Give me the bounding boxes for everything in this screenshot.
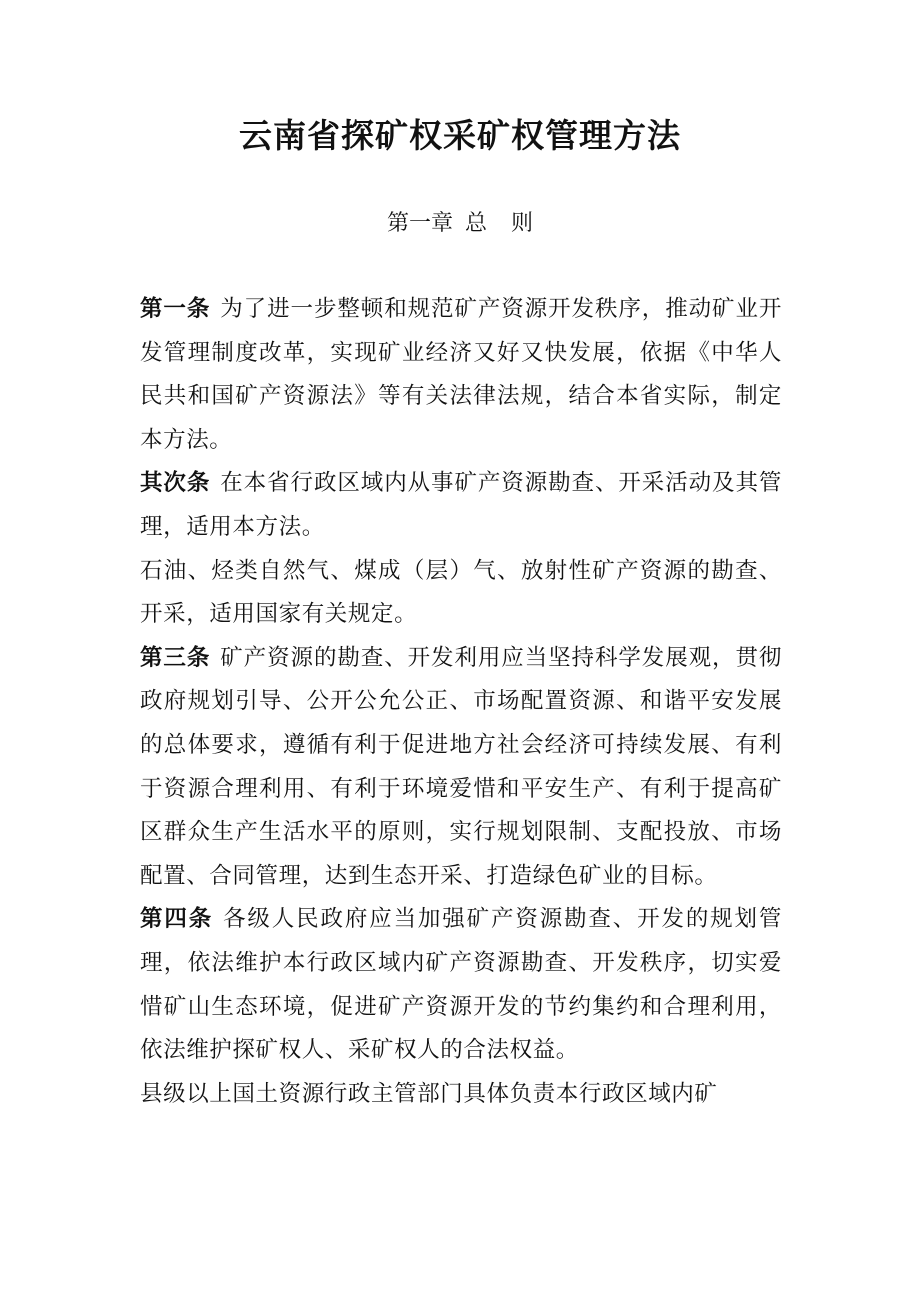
article-2 (140, 462, 782, 549)
article-text: 在本省行政区域内从事矿产资源勘查、开采活动及其管理，适用本方法。 (140, 470, 782, 540)
article-4-paragraph-2: 县级以上国土资源行政主管部门具体负责本行政区域内矿 (140, 1080, 718, 1107)
document-body (140, 288, 782, 1116)
chapter-name-part2: 则 (511, 211, 534, 236)
article-number: 第四条 (140, 906, 214, 933)
article-text: 各级人民政府应当加强矿产资源勘查、开发的规划管理，依法维护本行政区域内矿产资源勘查、开发秩序，切实爱惜矿山生态环境，促进矿产资源开发的节约集约和合理利用，依法维护探矿权人、采矿权人的合法权益。 (140, 906, 782, 1064)
chapter-heading (0, 206, 920, 237)
chapter-name-part1: 总 (464, 211, 487, 236)
document-title: 云南省探矿权采矿权管理方法 (239, 116, 681, 155)
article-number: 第三条 (140, 644, 211, 671)
article-3 (140, 637, 782, 899)
article-number: 其次条 (140, 470, 211, 497)
article-2-paragraph-2: 石油、烃类自然气、煤成（层）气、放射性矿产资源的勘查、开采，适用国家有关规定。 (140, 557, 782, 628)
article-text: 矿产资源的勘查、开发利用应当坚持科学发展观，贯彻政府规划引导、公开公允公正、市场配置资源、和谐平安发展的总体要求，遵循有利于促进地方社会经济可持续发展、有利于资源合理利用、有利于环境爱惜和平安生产、有利于提高矿区群众生产生活水平的原则，实行规划限制、支配投放、市场配置、合同管理，达到生态开采、打造绿色矿业的目标。 (140, 644, 782, 889)
article-number: 第一条 (140, 296, 211, 322)
article-4 (140, 898, 782, 1072)
article-text: 为了进一步整顿和规范矿产资源开发秩序，推动矿业开发管理制度改革，实现矿业经济又好又快发展，依据《中华人民共和国矿产资源法》等有关法律法规，结合本省实际，制定本方法。 (140, 296, 782, 453)
article-1 (140, 288, 782, 462)
chapter-number: 第一章 (386, 211, 453, 236)
